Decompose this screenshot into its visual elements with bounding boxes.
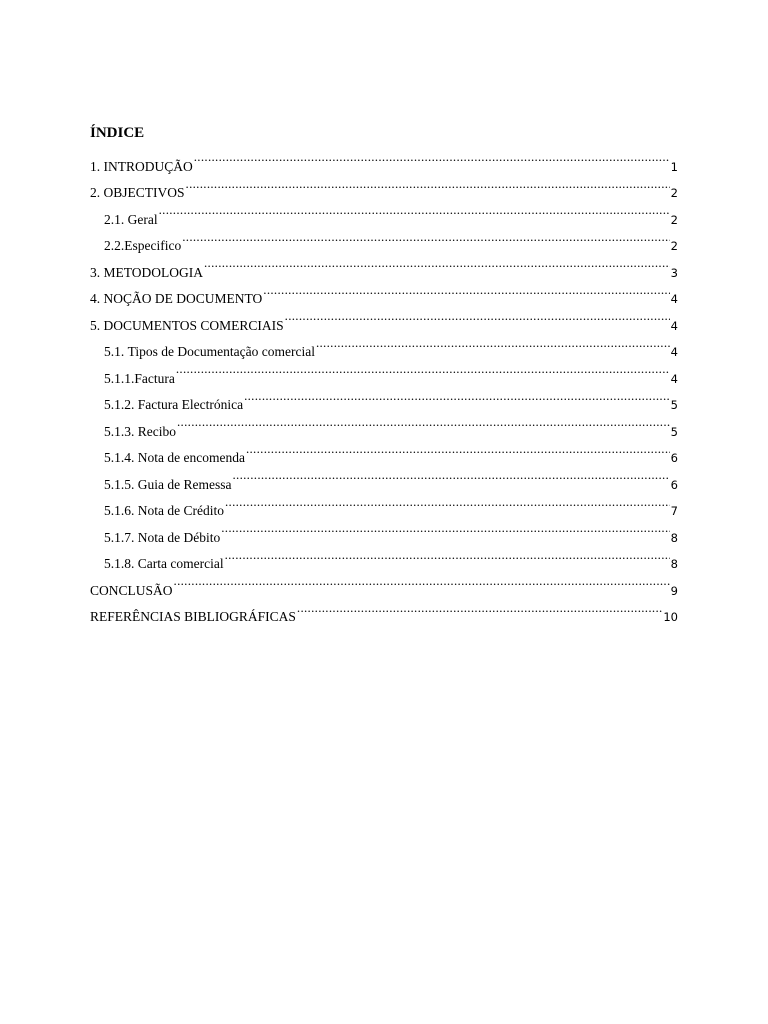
toc-entry-label: INTRODUÇÃO [103,158,193,174]
toc-entry-page-number: 3 [670,265,678,280]
toc-entry-number: 2. [90,185,101,200]
toc-entry-page-number: 10 [663,610,678,624]
toc-entry-page-number: 8 [670,557,678,571]
toc-entry-page-number: 5 [670,424,678,439]
toc-entry[interactable] [90,409,678,439]
toc-dot-leader [232,462,669,489]
toc-entry-label: Guia de Remessa [137,476,232,492]
toc-entry-number: 5.1.1. [104,370,135,386]
toc-entry[interactable] [90,568,678,598]
toc-dot-leader [225,489,670,516]
toc-entry-page-number: 7 [670,504,678,518]
toc-dot-leader [244,383,670,410]
toc-entry-label: Factura Electrónica [137,397,244,412]
toc-dot-leader [159,197,670,224]
toc-entry-page-number: 4 [670,371,678,386]
toc-entry-page-number: 8 [670,530,678,545]
table-of-contents [90,122,678,624]
toc-entry-page-number: 4 [670,292,678,306]
toc-entry-label: REFERÊNCIAS BIBLIOGRÁFICAS [90,609,296,624]
toc-entry-label: Nota de encomenda [137,450,245,465]
toc-entry-number: 5.1.7. [104,529,135,545]
toc-entry-page-number: 2 [670,212,678,227]
toc-entry-page-number: 9 [670,583,678,598]
toc-entry-label: Recibo [137,423,176,439]
toc-entry-label: DOCUMENTOS COMERCIAIS [103,317,284,333]
toc-entry-number: 5.1.5. [104,476,135,492]
toc-entry-number: 5.1.3. [104,423,135,439]
toc-entry-number: 5.1.6. [104,503,135,518]
toc-entry-label: Especifico [124,238,182,253]
toc-entry-number: 2.2. [104,238,125,253]
toc-entry-page-number: 4 [670,318,678,333]
toc-entry-number: 4. [90,291,101,306]
toc-entry-page-number: 1 [670,159,678,174]
toc-dot-leader [204,250,670,277]
toc-entry-number: 5.1.8. [104,556,135,571]
toc-title: ÍNDICE [90,125,145,141]
toc-list [90,144,678,624]
toc-entry[interactable] [90,595,678,622]
toc-dot-leader [263,277,669,304]
toc-entry-label: OBJECTIVOS [103,185,185,200]
toc-entry-page-number: 2 [670,239,678,253]
toc-entry[interactable] [90,197,678,227]
toc-entry-number: 5.1. [104,344,125,359]
toc-entry-number: 3. [90,264,101,280]
toc-entry-label: Carta comercial [137,556,224,571]
toc-entry-number: 1. [90,158,101,174]
toc-entry-label: Nota de Crédito [137,503,224,518]
toc-entry-page-number: 4 [670,345,678,359]
toc-dot-leader [225,542,670,569]
toc-entry[interactable] [90,144,678,174]
toc-entry-page-number: 2 [670,186,678,200]
toc-entry-number: 5.1.2. [104,397,135,412]
toc-entry-page-number: 6 [670,451,678,465]
toc-entry-label: Factura [134,370,175,386]
toc-entry-label: CONCLUSÃO [90,582,173,598]
toc-entry-label: NOÇÃO DE DOCUMENTO [103,291,263,306]
toc-entry[interactable] [90,224,678,251]
toc-entry-number: 2.1. [104,211,125,227]
toc-dot-leader [316,330,670,357]
toc-dot-leader [285,303,670,330]
toc-entry[interactable] [90,383,678,410]
toc-dot-leader [182,224,669,251]
toc-dot-leader [177,409,670,436]
toc-entry-label: Geral [127,211,158,227]
toc-entry-label: Tipos de Documentação comercial [127,344,315,359]
toc-dot-leader [246,436,670,463]
toc-entry[interactable] [90,436,678,463]
toc-dot-leader [176,356,670,383]
toc-dot-leader [297,595,662,622]
toc-entry-number: 5.1.4. [104,450,135,465]
toc-entry[interactable] [90,356,678,386]
toc-entry-label: Nota de Débito [137,529,221,545]
toc-entry-number: 5. [90,317,101,333]
toc-entry-page-number: 6 [670,477,678,492]
toc-entry-page-number: 5 [670,398,678,412]
toc-dot-leader [194,144,670,171]
toc-entry-label: METODOLOGIA [103,264,203,280]
toc-dot-leader [186,171,670,198]
toc-dot-leader [221,515,669,542]
toc-dot-leader [174,568,670,595]
